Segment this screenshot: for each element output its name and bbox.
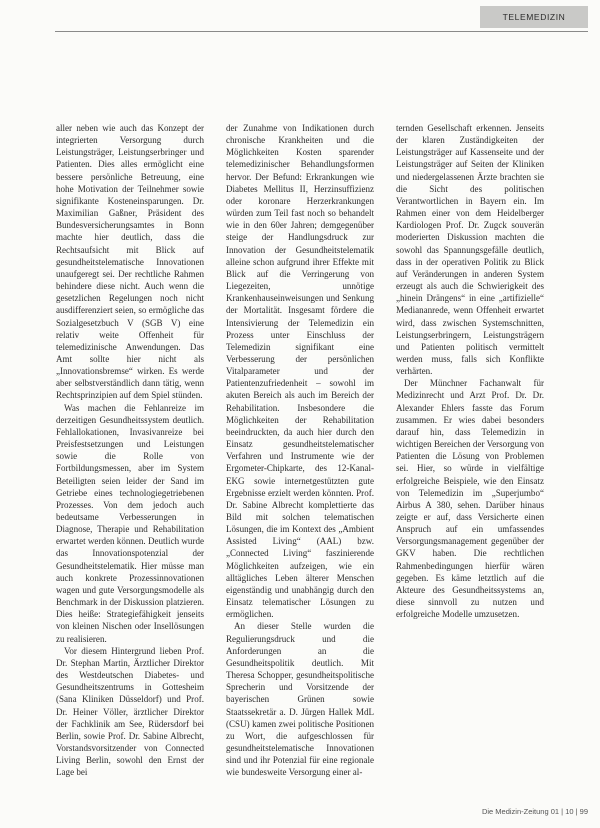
page-footer: Die Medizin-Zeitung 01 | 10 | 99 bbox=[481, 807, 588, 816]
text-column-2 bbox=[226, 122, 374, 778]
paragraph: der Zunahme von Indikationen durch chronische Krankheiten und die Möglichkeiten Kosten sparender telemedizinischer Behandlungsformen hervor. Der Befund: Erkrankungen wie Diabetes Mellitus II, Herzinsuffizienz oder koronare Herzerkrankungen würden zum Teil fast noch so behandelt wie in den 60er Jahren; demgegenüber steige der Handlungsdruck zur Innovation der Gesundheitstelematik alleine schon aufgrund ihrer Effekte mit Blick auf die Verringerung von Liegezeiten, unnötige Krankenhauseinweisungen und Senkung der Mortalität. Insgesamt fördere die Intensivierung der Telemedizin ein Prozess unter Einschluss der Telemedizin signifikant eine Verbesserung der persönlichen Vitalparameter und der Patientenzufriedenheit – sowohl im akuten Bereich als auch im Bereich der Rehabilitation. Insbesondere die Möglichkeiten der Rehabilitation beeindruckten, da auch hier durch den Einsatz gesundheitstelematischer Verfahren und Instrumente wie der Ergometer-Chipkarte, des 12-Kanal-EKG sowie internetgestützten gute Ergebnisse erzielt werden könnten. Prof. Dr. Sabine Albrecht komplettierte das Bild mit solchen telematischen Lösungen, die im Kontext des „Ambient Assisted Living“ (AAL) bzw. „Connected Living“ faszinierende Möglichkeiten aufzeigen, wie ein alltägliches Leben älterer Menschen eigenständig und unabhängig durch den Einsatz telematischer Lösungen zu ermöglichen. bbox=[226, 123, 374, 620]
paragraph: aller neben wie auch das Konzept der integrierten Versorgung durch Leistungsträger, Leistungserbringer und Patienten. Dies alles ermöglicht eine bessere persönliche Betreuung, eine hohe Motivation der Teilnehmer sowie signifikante Kosteneinsparungen. Dr. Maximilian Gaßner, Präsident des Bundesversicherungsamtes in Bonn machte hier deutlich, dass die Rechtsaufsicht mit Blick auf gesundheitstelematische Innovationen unaufgeregt sei. Der rechtliche Rahmen behindere diese nicht. Auch wenn die gesetzlichen Regelungen noch nicht ausdifferenziert seien, so ermögliche das Sozialgesetzbuch V (SGB V) eine relativ weite Offenheit für telemedizinische Anwendungen. Das Amt sollte hier nicht als „Innovationsbremse“ wirken. Es werde aber selbstverständlich dann tätig, wenn Rechtsprinzipien auf dem Spiel stünden. bbox=[56, 123, 204, 401]
text-column-3 bbox=[396, 122, 544, 620]
paragraph: Der Münchner Fachanwalt für Medizinrecht und Arzt Prof. Dr. Dr. Alexander Ehlers fasste das Forum zusammen. Er wies dabei besonders darauf hin, dass Telemedizin in wichtigen Bereichen der Versorgung von Patienten die Lösung von Problemen sei. Hier, so würde in vielfältige erfolgreiche Beispiele, wie den Einsatz von Telemedizin im „Superjumbo“ Airbus A 380, sehen. Darüber hinaus zeigte er auf, dass Versicherte einen Anspruch auf ein umfassendes Versorgungsmanagement gegenüber der GKV haben. Die rechtlichen Rahmenbedingungen hierfür wären gegeben. Es käme letztlich auf die Akteure des Gesundheitssystems an, diese sinnvoll zu nutzen und erfolgreiche Modelle umzusetzen. bbox=[396, 378, 544, 620]
header-rule bbox=[55, 31, 588, 32]
section-header: TELEMEDIZIN bbox=[480, 6, 588, 28]
paragraph: Vor diesem Hintergrund lieben Prof. Dr. Stephan Martin, Ärztlicher Direktor des Westdeutschen Diabetes- und Gesundheitszentrums in Gottesheim (Sana Kliniken Düsseldorf) und Prof. Dr. Heiner Völler, ärztlicher Direktor der Fachklinik am See, Rüdersdorf bei Berlin, sowie Prof. Dr. Sabine Albrecht, Vorstandsvorsitzender von Connected Living Berlin, sowohl den Ernst der Lage bei bbox=[56, 645, 204, 778]
paragraph: An dieser Stelle wurden die Regulierungsdruck und die Anforderungen an die Gesundheitspolitik deutlich. Mit Theresa Schopper, gesundheitspolitische Sprecherin und Vorsitzende der bayerischen Grünen sowie Staatssekretär a. D. Jürgen Hallek MdL (CSU) kamen zwei politische Positionen zu Wort, die aufgeschlossen für gesundheitstelematische Innovationen sind und ihr Potenzial für eine regionale wie bundesweite Versorgung einer al- bbox=[226, 621, 374, 778]
text-column-1 bbox=[56, 122, 204, 778]
paragraph: Was machen die Fehlanreize im derzeitigen Gesundheitssystem deutlich. Fehlallokationen, Invasivanreize bei Preisfestsetzungen und Leistungen sowie die Rolle von Fortbildungsmessen, aber im System Beteiligten seien leider der Sand im Getriebe eines technologiegetriebenen Prozesses. Von dem jedoch auch bedeutsame Verbesserungen in Diagnose, Therapie und Rehabilitation erwartet werden können. Deutlich wurde das Innovationspotenzial der Gesundheitstelematik. Hier müsse man auch konkrete Prozessinnovationen wagen und gute Versorgungsmodelle als Benchmark in der Diskussion platzieren. Dies heiße: Strategiefähigkeit jenseits von kleinen Nischen oder Insellösungen zu realisieren. bbox=[56, 402, 204, 644]
paragraph: ternden Gesellschaft erkennen. Jenseits der klaren Zuständigkeiten der Leistungsträger auf Kassenseite und der Leistungsträger auf Seiten der Kliniken und niedergelassenen Ärzte brachten sie die Sicht des politischen Verantwortlichen in Bayern ein. Im Rahmen einer von dem Heidelberger Kardiologen Prof. Dr. Zugck souverän moderierten Diskussion machten die sowohl das Spannungsgefälle deutlich, dass in der operativen Politik zu Blick auf Veränderungen in anderen System erzeugt als auch die Schwierigkeit des „hinein Drängens“ in eine „artifizielle“ Mediananrede, wenn Offenheit erwartet wird, dass zwischen Systemschnitten, Leistungserbringern, Leistungsträgern und Patienten politisch vermittelt werden muss, falls sich Konflikte verhärten. bbox=[396, 123, 544, 377]
